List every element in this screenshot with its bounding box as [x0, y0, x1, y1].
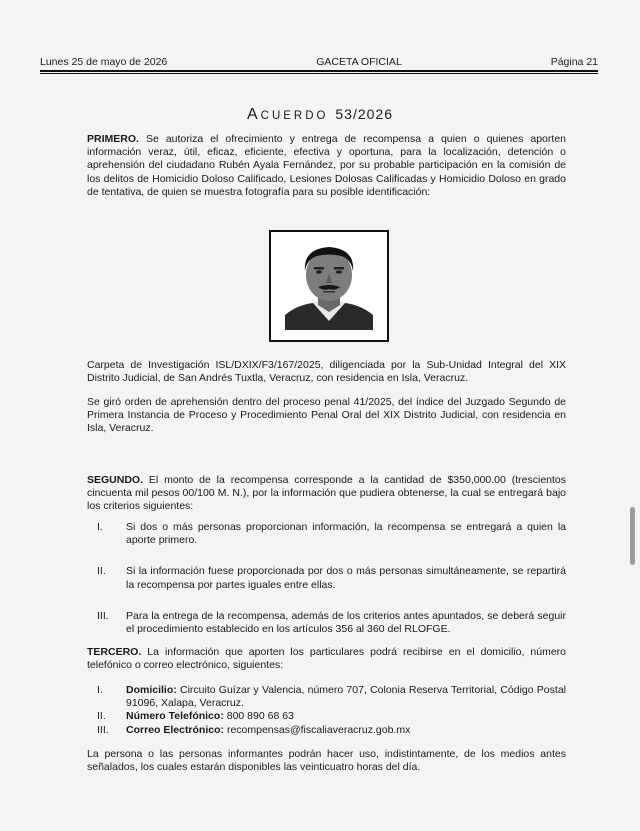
tercero-paragraph: TERCERO. La información que aporten los particulares podrá recibirse en el domicilio, número telefónico o correo electrónico, siguientes:	[87, 646, 566, 672]
header-rule-bottom	[40, 73, 598, 74]
list-item: II. Si la información fuese proporcionada por dos o más personas simultáneamente, se repartirá la recompensa por partes iguales entre ellas.	[97, 565, 566, 591]
carpeta-paragraph: Carpeta de Investigación ISL/DXIX/F3/167/2025, diligenciada por la Sub-Unidad Integral del XIX Distrito Judicial, de San Andrés Tuxtla, Veracruz, con residencia en Isla, Veracruz.	[87, 359, 566, 385]
list-item: II. Número Telefónico: 800 890 68 63	[97, 710, 294, 723]
segundo-paragraph: SEGUNDO. El monto de la recompensa corresponde a la cantidad de $350,000.00 (trescientos cincuenta mil pesos 00/100 M. N.), por la información que pudiera obtenerse, la cual se entregará bajo los criterios siguientes:	[87, 474, 566, 513]
list-item: III. Para la entrega de la recompensa, además de los criterios antes apuntados, se deberá seguir el procedimiento establecido en los artículos 356 al 360 del RLOFGE.	[97, 609, 566, 636]
document-title: ACUERDO 53/2026	[246, 106, 393, 123]
suspect-photo	[285, 241, 373, 330]
contactos-list	[87, 684, 566, 737]
criterios-list	[87, 521, 566, 636]
header-rule-top	[40, 70, 598, 72]
suspect-photo-frame	[269, 230, 389, 342]
list-item: I. Si dos o más personas proporcionan información, la recompensa se entregará a quien la aporte primero.	[97, 521, 566, 547]
header-page-number: Página 21	[550, 56, 598, 68]
primero-paragraph: PRIMERO. Se autoriza el ofrecimiento y entrega de recompensa a quien o quienes aporten información veraz, útil, eficaz, eficiente, efectiva y oportuna, para la localización, detención o aprehensión del ciudadano Rubén Ayala Fernández, por su probable participación en la comisión de los delitos de Homicidio Doloso Calificado, Lesiones Dolosas Calificadas y Homicidio Doloso en grado de tentativa, de quien se muestra fotografía para su posible identificación:	[87, 133, 566, 198]
scrollbar-thumb[interactable]	[630, 507, 635, 565]
orden-paragraph: Se giró orden de aprehensión dentro del proceso penal 41/2025, del índice del Juzgado Segundo de Primera Instancia de Proceso y Procedimiento Penal Oral del XIX Distrito Judicial, con residencia en Isla, Veracruz.	[87, 396, 566, 435]
header-publication: GACETA OFICIAL	[316, 56, 402, 68]
list-item: III. Correo Electrónico: recompensas@fiscaliaveracruz.gob.mx	[97, 723, 411, 736]
closing-paragraph: La persona o las personas informantes podrán hacer uso, indistintamente, de los medios antes señalados, los cuales estarán disponibles las veinticuatro horas del día.	[87, 748, 566, 774]
list-item: I. Domicilio: Circuito Guízar y Valencia, número 707, Colonia Reserva Territorial, Código Postal 91096, Xalapa, Veracruz.	[97, 684, 566, 710]
header-date: Lunes 25 de mayo de 2026	[40, 56, 168, 68]
page-header	[40, 56, 598, 68]
